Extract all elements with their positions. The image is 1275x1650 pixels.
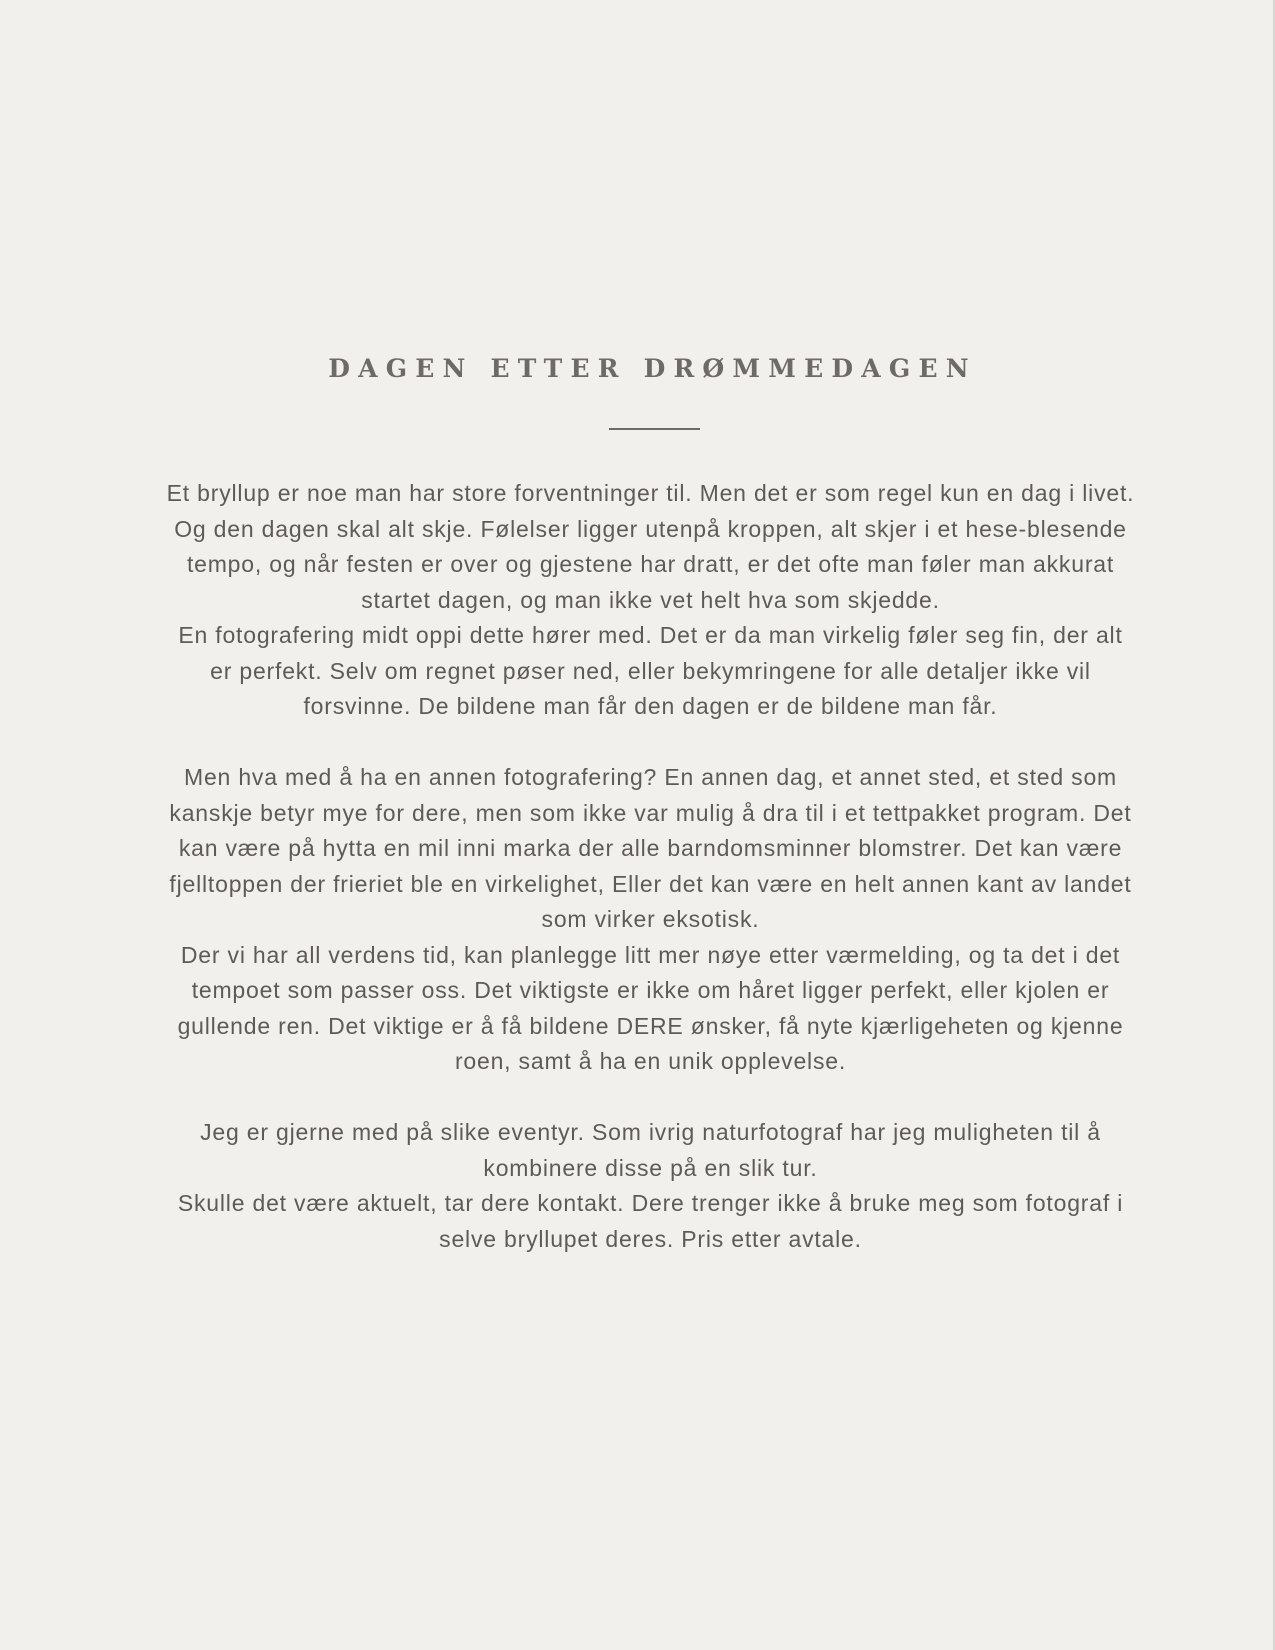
paragraph: Men hva med å ha en annen fotografering? En annen dag, et annet sted, et sted som kanskje betyr mye for dere, men som ikke var mulig å dra til i et tettpakket program. Det kan være på hytta en mil inni marka der alle barndomsminner blomstrer. Det kan være fjelltoppen der frieriet ble en virkelighet, Eller det kan være en helt annen kant av landet som virker eksotisk. bbox=[169, 764, 1132, 932]
body-text bbox=[165, 476, 1136, 1257]
page-title: DAGEN ETTER DRØMMEDAGEN bbox=[328, 354, 977, 383]
paragraph: Et bryllup er noe man har store forventninger til. Men det er som regel kun en dag i livet. Og den dagen skal alt skje. Følelser ligger utenpå kroppen, alt skjer i et hese-blesende tempo, og når festen er over og gjestene har dratt, er det ofte man føler man akkurat startet dagen, og man ikke vet helt hva som skjedde. bbox=[166, 480, 1135, 613]
paragraph: En fotografering midt oppi dette hører med. Det er da man virkelig føler seg fin, der alt er perfekt. Selv om regnet pøser ned, eller bekymringene for alle detaljer ikke vil forsvinne. De bildene man får den dagen er de bildene man får. bbox=[178, 622, 1123, 719]
paragraph-spacer bbox=[165, 1080, 1136, 1116]
paragraph: Jeg er gjerne med på slike eventyr. Som ivrig naturfotograf har jeg muligheten til å kombinere disse på en slik tur. bbox=[200, 1119, 1101, 1181]
paragraph: Skulle det være aktuelt, tar dere kontakt. Dere trenger ikke å bruke meg som fotograf i selve bryllupet deres. Pris etter avtale. bbox=[177, 1190, 1124, 1252]
paragraph-spacer bbox=[165, 725, 1136, 761]
paragraph: Der vi har all verdens tid, kan planlegge litt mer nøye etter værmelding, og ta det i det tempoet som passer oss. Det viktigste er ikke om håret ligger perfekt, eller kjolen er gullende ren. Det viktige er å få bildene DERE ønsker, få nyte kjærligeheten og kjenne roen, samt å ha en unik opplevelse. bbox=[177, 941, 1124, 1074]
title-divider bbox=[609, 428, 700, 430]
